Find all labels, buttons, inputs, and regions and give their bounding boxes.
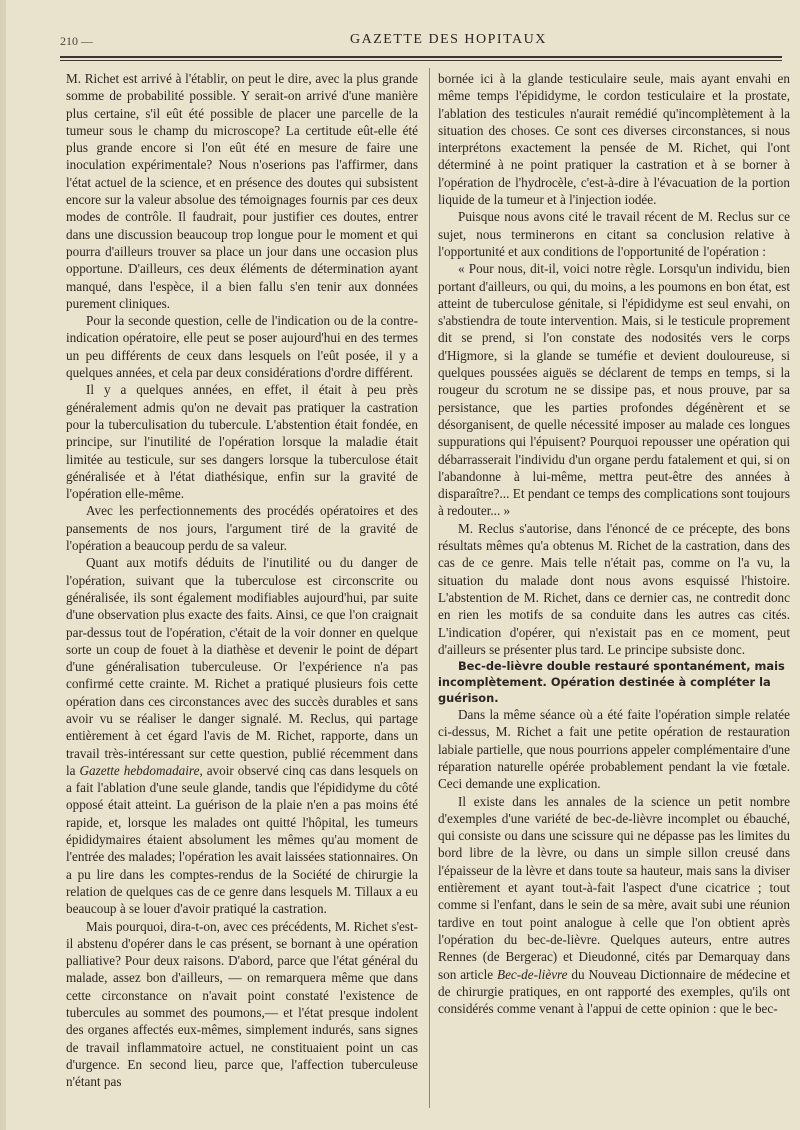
paragraph: Avec les perfectionnements des procédés opératoires et des pansements de nos jours, l'argument tiré de la gravité de l'opération a beaucoup perdu de sa valeur.	[66, 503, 418, 554]
paragraph: Dans la même séance où a été faite l'opération simple relatée ci-dessus, M. Richet a fait une petite opération de restauration labiale partielle, que nous pourrions appeler complémentaire d'une réparation naturelle opérée probablement pendant la vie fœtale. Ceci demande une explication.	[438, 707, 790, 792]
journal-title: GAZETTE DES HOPITAUX	[350, 32, 547, 47]
italic-title: Gazette hebdomadaire	[79, 762, 200, 778]
paragraph: M. Reclus s'autorise, dans l'énoncé de ce précepte, des bons résultats mêmes qu'a obtenus M. Richet de la castration, dans des cas de ce genre. Mais telle n'était pas, comme on l'a vu, la situation du malade dont nous avons esquissé l'histoire. L'abstention de M. Richet, dans ce dernier cas, ne contredit donc en rien les motifs de sa conduite dans les autres cas cités. L'indication d'opérer, qui n'existait pas en ce moment, peut d'ailleurs se présenter plus tard. Le principe subsiste donc.	[438, 520, 790, 657]
page-number: 210 —	[60, 34, 93, 48]
right-column	[438, 70, 790, 1017]
paragraph: bornée ici à la glande testiculaire seule, mais ayant envahi en même temps l'épididyme, le cordon testiculaire et la prostate, l'ablation des testicules n'aurait remédié qu'incomplètement à la situation des choses. Ce sont ces diverses circonstances, si nous interprétons exactement la pensée de M. Richet, qui l'ont déterminé à ne point pratiquer la castration et à se borner à l'opération de l'hydrocèle, c'est-à-dire à l'évacuation de la portion liquide de la tumeur et à l'injection iodée.	[438, 71, 790, 208]
paragraph: Puisque nous avons cité le travail récent de M. Reclus sur ce sujet, nous terminerons en citant sa conclusion relative à l'opportunité et aux conditions de l'opportunité de l'opération :	[438, 209, 790, 259]
header-rule-thick	[60, 56, 782, 58]
paragraph: Mais pourquoi, dira-t-on, avec ces précédents, M. Richet s'est-il abstenu d'opérer dans le cas présent, se bornant à une opération palliative? Pour deux raisons. D'abord, parce que l'état général du malade, assez bon d'ailleurs, — on remarquera même que dans cette circonstance on n'avait point constaté l'existence de tubercules au sommet des poumons,— et l'état presque indolent des organes affectés eux-mêmes, simplement indurés, sans signes de travail inflammatoire actuel, ne constituaient point un cas d'urgence. En second lieu, parce que, l'affection tuberculeuse n'étant pas	[66, 918, 418, 1090]
column-divider	[429, 68, 430, 1108]
paragraph: Quant aux motifs déduits de l'inutilité ou du danger de l'opération, suivant que la tuberculose est circonscrite ou généralisée, ils sont également modifiables aujourd'hui, par suite d'une observation plus exacte des faits. Ainsi, ce que l'on craignait par-dessus tout de l'opération, c'était de la voir donner en quelque sorte un coup de fouet à la diathèse et devenir le point de départ d'une généralisation tuberculeuse. Or l'expérience n'a pas confirmé cette crainte. M. Richet a pratiqué plusieurs fois cette opération dans ces circonstances avec des succès durables et sans avoir vu se réaliser le danger signalé. M. Reclus, qui partage entièrement à cet égard l'avis de M. Richet, rapporte, dans un travail très-intéressant sur cette question, publié récemment dans la Gazette hebdomadaire, avoir observé cinq cas dans lesquels on a fait l'ablation d'une seule glande, tandis que l'épididyme du côté opposé était atteint. La guérison de la plaie n'en a pas moins été rapide, et, lorsque les malades ont quitté l'hôpital, les tumeurs épididymaires étaient absolument les mêmes qu'au moment de l'entrée des malades; l'opération les avait laissées stationnaires. On a pu lire dans les comptes-rendus de la Société de chirurgie la relation de quelques cas de ce genre dans lesquels M. Tillaux a eu beaucoup à se louer d'avoir pratiqué la castration.	[66, 555, 418, 917]
header-rule-thin	[60, 60, 782, 61]
page-header	[60, 30, 780, 52]
section-title: Bec-de-lièvre double restauré spontanément, mais incomplètement. Opération destinée à compléter la guérison.	[438, 659, 785, 706]
paragraph: Pour la seconde question, celle de l'indication ou de la contre-indication opératoire, elle peut se poser aujourd'hui en des termes un peu différents de ceux dans lesquels on l'eût posée, il y a quelques années, et cela par deux considérations d'ordre différent.	[66, 313, 418, 381]
quotation-paragraph: « Pour nous, dit-il, voici notre règle. Lorsqu'un individu, bien portant d'ailleurs, ou qui, du moins, a les poumons en bon état, est atteint de tuberculose génitale, si l'épididyme est seul envahi, on s'abstiendra de toute intervention. Mais, si le testicule proprement dit se prend, si l'on constate des nodosités vers le corps d'Higmore, si la glande se tuméfie et devient douloureuse, si quelques poussées aiguës se déclarent de temps en temps, si la rougeur du scrotum ne se dissipe pas, et nous prouve, par sa persistance, que les parties profondes dégénèrent et se désorganisent, de quelle nécessité imposer au malade ces longues suppurations qui l'épuisent? Pourquoi repousser une opération qui débarrasserait l'individu d'un organe perdu fatalement et qui, si on l'abandonne à lui-même, mettra peut-être des années à disparaître?... Et pendant ce temps des complications sont toujours à redouter... »	[438, 261, 790, 519]
paragraph: Il existe dans les annales de la science un petit nombre d'exemples d'une variété de bec-de-lièvre incomplet ou ébauché, qui consiste ou dans une scissure qui ne dépasse pas les limites du bord libre de la lèvre, ou dans un simple sillon creusé dans l'épaisseur de la lèvre et dans toute sa hauteur, mais sans la diviser entièrement et ayant tout-à-fait l'aspect d'une cicatrice ; tout comme si l'enfant, dans le sein de sa mère, avait subi une réunion tardive en tout point analogue à celle que l'on obtient après l'opération du bec-de-lièvre. Quelques auteurs, entre autres Rennes (de Bergerac) et Dieudonné, cités par Demarquay dans son article Bec-de-lièvre du Nouveau Dictionnaire de médecine et de chirurgie pratiques, en ont rapporté des exemples, qu'ils ont considérés comme venant à l'appui de cette opinion : que le bec-	[438, 793, 790, 1017]
paragraph: M. Richet est arrivé à l'établir, on peut le dire, avec la plus grande somme de probabilité possible. Y serait-on arrivé d'une manière plus certaine, s'il eût été possible de placer une parcelle de la tumeur sous le champ du microscope? La certitude eût-elle été plus grande encore si l'on eût été en mesure de faire une inoculation expérimentale? Nous n'oserions pas l'affirmer, dans l'état actuel de la science, et en présence des doutes qui subsistent encore sur la valeur absolue des témoignages fournis par ces deux modes de contrôle. Il faudrait, pour justifier ces doutes, entrer dans une discussion beaucoup trop longue pour le moment et qui pourra d'ailleurs trouver sa place un jour dans une occasion plus opportune. D'ailleurs, ces deux éléments de détermination ayant manqué, dans l'espèce, il a bien fallu s'en tenir aux données purement cliniques.	[66, 71, 418, 311]
paragraph: Il y a quelques années, en effet, il était à peu près généralement admis qu'on ne devait pas pratiquer la castration pour la tuberculisation du tubercule. L'abstention était fondée, en principe, sur l'inutilité de l'opération lorsque la maladie était limitée au testicule, sur ses dangers lorsque la tuberculose était généralisée et à l'état diathésique, enfin sur la gravité de l'opération elle-même.	[66, 382, 418, 502]
italic-title: Bec-de-lièvre	[497, 966, 568, 982]
left-column	[66, 70, 418, 1091]
page-edge	[0, 0, 6, 1130]
